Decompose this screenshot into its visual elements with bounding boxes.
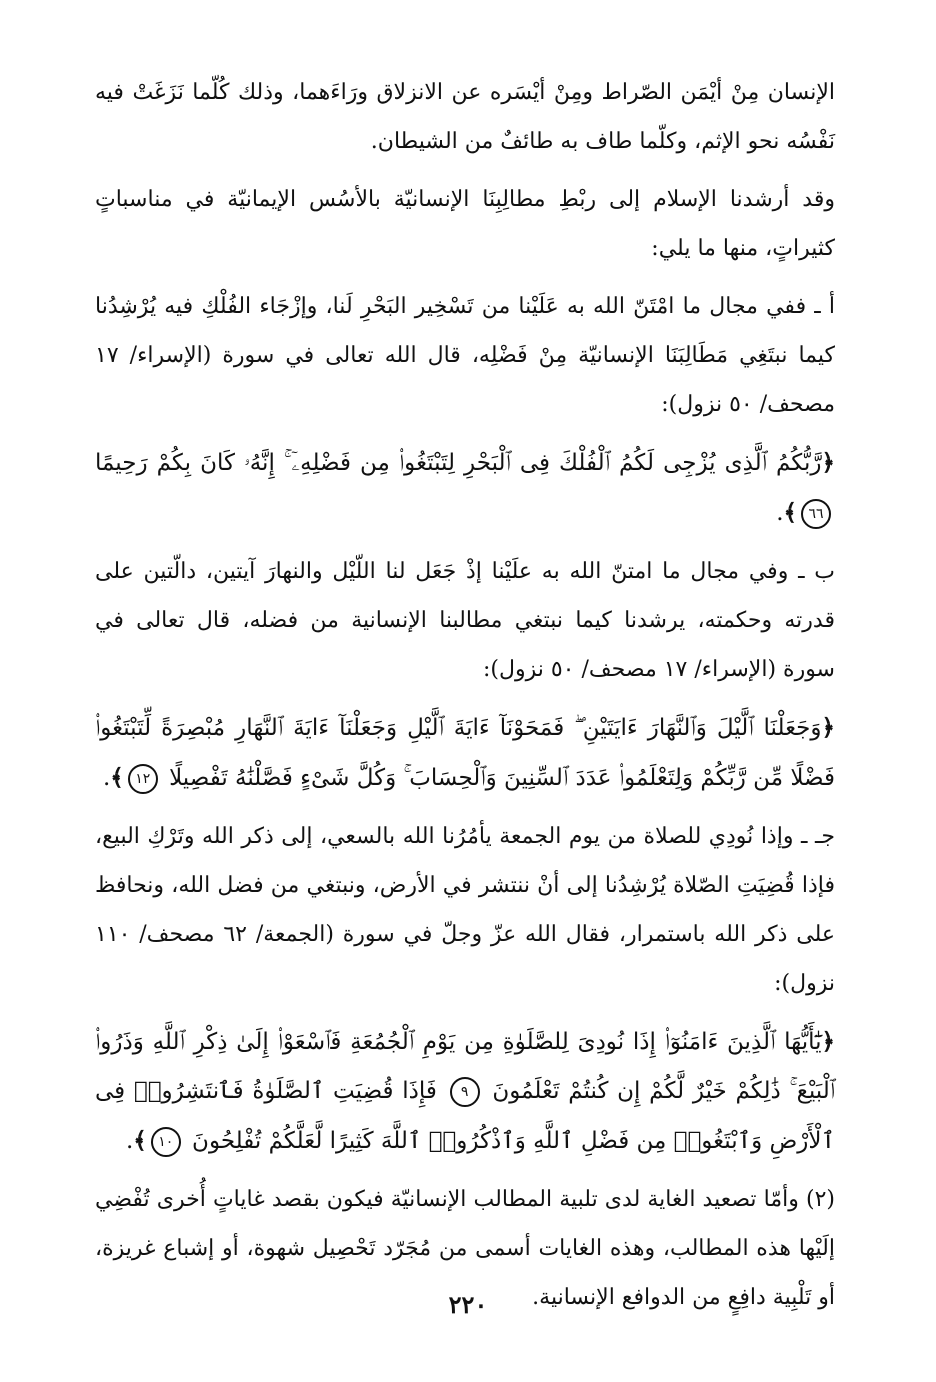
verse-3-text-b: فَإِذَا قُضِيَتِ ٱلصَّلَوٰةُ فَٱنتَشِرُوا۟ فِى ٱلْأَرْضِ وَٱبْتَغُوا۟ مِن فَضْلِ ٱللَّهِ وَٱذْكُرُوا۟ ٱللَّهَ كَثِيرًا لَّعَلَّكُمْ تُفْلِحُونَ — [95, 1078, 835, 1154]
close-brace: ﴾ — [783, 499, 797, 526]
open-brace: ﴿ — [821, 1028, 835, 1055]
paragraph-1: الإنسان مِنْ أيْمَن الصّراط ومِنْ أيْسَره عن الانزلاق ورَاءَهما، وذلك كُلّما نَزَغَتْ فيه نَفْسُه نحو الإثم، وكلّما طاف به طائفٌ من الشيطان. — [95, 80, 835, 154]
close-brace: ﴾ — [110, 764, 124, 791]
open-brace: ﴿ — [821, 449, 835, 476]
ayah-number-badge: ٩ — [450, 1077, 480, 1107]
verse-3-text-a: يَٰٓأَيُّهَا ٱلَّذِينَ ءَامَنُوٓا۟ إِذَا نُودِىَ لِلصَّلَوٰةِ مِن يَوْمِ ٱلْجُمُعَةِ فَٱسْعَوْا۟ إِلَىٰ ذِكْرِ ٱللَّهِ وَذَرُوا۟ ٱلْبَيْعَ ۚ ذَٰلِكُمْ خَيْرٌ لَّكُمْ إِن كُنتُمْ تَعْلَمُونَ — [95, 1029, 836, 1104]
ayah-number-badge: ١٠ — [151, 1127, 181, 1157]
paragraph-4: ب ـ وفي مجال ما امتنّ الله به علَيْنا إذْ جَعَل لنا اللّيْل والنهارَ آيتين، دالّتين على قدرته وحكمته، يرشدنا كيما نبتغي مطالبنا الإنسانية من فضله، قال تعالى في سورة (الإسراء/ ١٧ مصحف/ ٥٠ نزول): — [95, 559, 835, 682]
quran-verse-3: ﴿يَٰٓأَيُّهَا ٱلَّذِينَ ءَامَنُوٓا۟ إِذَا نُودِىَ لِلصَّلَوٰةِ مِن يَوْمِ ٱلْجُمُعَةِ فَٱسْعَوْا۟ إِلَىٰ ذِكْرِ ٱللَّهِ وَذَرُوا۟ ٱلْبَيْعَ ۚ ذَٰلِكُمْ خَيْرٌ لَّكُمْ إِن كُنتُمْ تَعْلَمُونَ ٩ فَإِذَا قُضِيَتِ ٱلصَّلَوٰةُ فَٱنتَشِرُوا۟ فِى ٱلْأَرْضِ وَٱبْتَغُوا۟ مِن فَضْلِ ٱللَّهِ وَٱذْكُرُوا۟ ٱللَّهَ كَثِيرًا لَّعَلَّكُمْ تُفْلِحُونَ ١٠﴾. — [95, 1017, 835, 1166]
paragraph-2: وقد أرشدنا الإسلام إلى ربْطِ مطالِبِنَا الإنسانيّة بالأسُس الإيمانيّة في مناسباتٍ كثيراتٍ، منها ما يلي: — [95, 187, 835, 261]
verse-1-text: رَّبُّكُمُ ٱلَّذِى يُزْجِى لَكُمُ ٱلْفُلْكَ فِى ٱلْبَحْرِ لِتَبْتَغُوا۟ مِن فَضْلِهِۦٓ ۚ إِنَّهُۥ كَانَ بِكُمْ رَحِيمًا — [95, 450, 822, 476]
quran-verse-1: ﴿رَّبُّكُمُ ٱلَّذِى يُزْجِى لَكُمُ ٱلْفُلْكَ فِى ٱلْبَحْرِ لِتَبْتَغُوا۟ مِن فَضْلِهِۦٓ ۚ إِنَّهُۥ كَانَ بِكُمْ رَحِيمًا ٦٦﴾. — [95, 438, 835, 538]
paragraph-3: أ ـ ففي مجال ما امْتَنّ الله به عَلَيْنا من تَسْخِير البَحْرِ لَنا، وإزْجَاء الفُلْكِ فيه يُرْشِدُنا كيما نبتَغِي مَطَالِبَنَا الإنسانيّة مِنْ فَضْلِه، قال الله تعالى في سورة (الإسراء/ ١٧ مصحف/ ٥٠ نزول): — [95, 294, 835, 417]
paragraph-5: جـ ـ وإذا نُودِي للصلاة من يوم الجمعة يأمُرُنا الله بالسعي، إلى ذكر الله وتَرْكِ البيع، فإذا قُضِيَتِ الصّلاة يُرْشِدُنا إلى أنْ ننتشر في الأرض، ونبتغي من فضل الله، ونحافظ على ذكر الله باستمرار، فقال الله عزّ وجلّ في سورة (الجمعة/ ٦٢ مصحف/ ١١٠ نزول): — [95, 824, 835, 996]
paragraph-6: (٢) وأمّا تصعيد الغاية لدى تلبية المطالب الإنسانيّة فيكون بقصد غاياتٍ أُخرى تُفْضِي إلَيْها هذه المطالب، وهذه الغايات أسمى من مُجَرّد تَحْصِيل شهوة، أو إشباع غريزة، أو تَلْبِية دافِعٍ من الدوافع الإنسانية. — [95, 1187, 835, 1310]
open-brace: ﴿ — [821, 714, 835, 741]
quran-verse-2: ﴿وَجَعَلْنَا ٱلَّيْلَ وَٱلنَّهَارَ ءَايَتَيْنِ ۖ فَمَحَوْنَآ ءَايَةَ ٱلَّيْلِ وَجَعَلْنَآ ءَايَةَ ٱلنَّهَارِ مُبْصِرَةً لِّتَبْتَغُوا۟ فَضْلًا مِّن رَّبِّكُمْ وَلِتَعْلَمُوا۟ عَدَدَ ٱلسِّنِينَ وَٱلْحِسَابَ ۚ وَكُلَّ شَىْءٍ فَصَّلْنَٰهُ تَفْصِيلًا ١٢﴾. — [95, 703, 835, 803]
page-number: ٢٢٠ — [448, 1290, 488, 1319]
close-brace: ﴾ — [133, 1127, 147, 1154]
ayah-number-badge: ٦٦ — [801, 499, 831, 529]
page-body — [95, 68, 835, 1331]
verse-2-text: وَجَعَلْنَا ٱلَّيْلَ وَٱلنَّهَارَ ءَايَتَيْنِ ۖ فَمَحَوْنَآ ءَايَةَ ٱلَّيْلِ وَجَعَلْنَآ ءَايَةَ ٱلنَّهَارِ مُبْصِرَةً لِّتَبْتَغُوا۟ فَضْلًا مِّن رَّبِّكُمْ وَلِتَعْلَمُوا۟ عَدَدَ ٱلسِّنِينَ وَٱلْحِسَابَ ۚ وَكُلَّ شَىْءٍ فَصَّلْنَٰهُ تَفْصِيلًا — [95, 715, 835, 791]
ayah-number-badge: ١٢ — [128, 764, 158, 794]
